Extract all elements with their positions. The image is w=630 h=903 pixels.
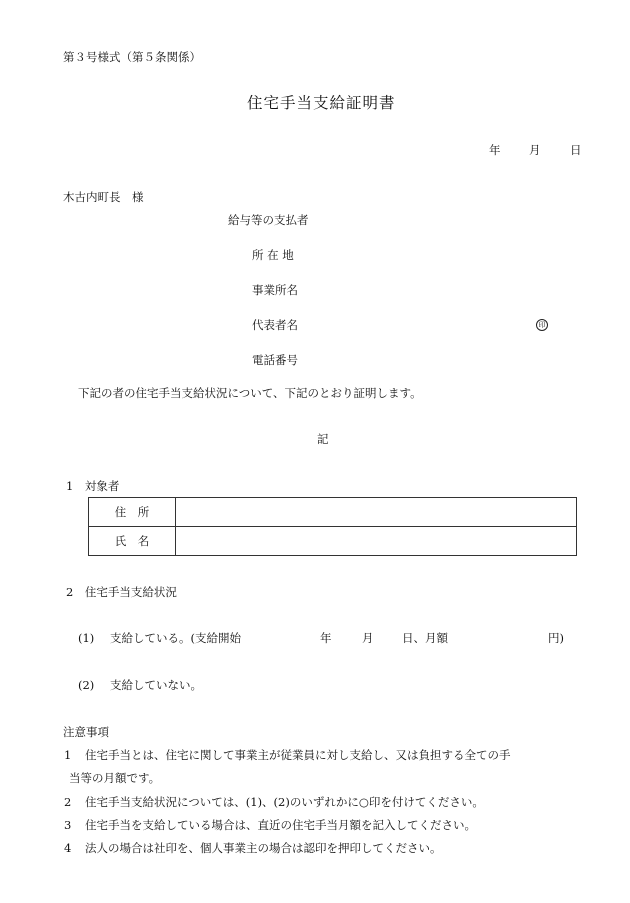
- payer-heading: 給与等の支払者: [228, 213, 309, 227]
- date-month: 月: [529, 143, 541, 157]
- option1-text: 支給している。(支給開始: [110, 631, 241, 645]
- note-text-continued: 当等の月額です。: [69, 771, 161, 785]
- note-text: 住宅手当を支給している場合は、直近の住宅手当月額を記入してください。: [85, 818, 476, 832]
- note-num: 3: [64, 818, 72, 832]
- note-num: 2: [64, 795, 72, 809]
- seal-icon: 印: [536, 319, 548, 331]
- option2-num: (2): [78, 678, 95, 692]
- note-text: 住宅手当とは、住宅に関して事業主が従業員に対し支給し、又は負担する全ての手: [85, 748, 511, 762]
- date-year: 年: [489, 143, 501, 157]
- intro-text: 下記の者の住宅手当支給状況について、下記のとおり証明します。: [78, 386, 422, 400]
- note-text: 住宅手当支給状況については、(1)、(2)のいずれかに○印を付けてください。: [85, 795, 484, 809]
- notes-heading: 注意事項: [63, 725, 109, 739]
- option1-yen: 円): [548, 631, 564, 645]
- option2-text: 支給していない。: [110, 678, 202, 692]
- name-value-cell[interactable]: [176, 527, 577, 556]
- ki-heading: 記: [317, 432, 329, 446]
- phone-label: 電話番号: [252, 353, 298, 367]
- form-number: 第３号様式（第５条関係）: [63, 50, 201, 64]
- option1-num: (1): [78, 631, 95, 645]
- option1-day-amount: 日、月額: [402, 631, 448, 645]
- location-label: 所 在 地: [252, 248, 294, 262]
- address-label-cell: 住 所: [89, 498, 176, 527]
- target-person-table: [88, 497, 577, 556]
- addressee: 木古内町長 様: [63, 190, 144, 204]
- representative-label: 代表者名: [252, 318, 298, 332]
- note-num: 4: [64, 841, 72, 855]
- section1-heading: 1 対象者: [66, 479, 120, 493]
- note-text: 法人の場合は社印を、個人事業主の場合は認印を押印してください。: [85, 841, 442, 855]
- option1-year: 年: [320, 631, 332, 645]
- table-row: [89, 527, 577, 556]
- address-value-cell[interactable]: [176, 498, 577, 527]
- note-num: 1: [64, 748, 72, 762]
- office-name-label: 事業所名: [252, 283, 298, 297]
- table-row: [89, 498, 577, 527]
- option1-month: 月: [362, 631, 374, 645]
- date-day: 日: [570, 143, 582, 157]
- page-title: 住宅手当支給証明書: [247, 94, 396, 112]
- section2-heading: 2 住宅手当支給状況: [66, 585, 177, 599]
- seal-mark: [536, 318, 548, 331]
- name-label-cell: 氏 名: [89, 527, 176, 556]
